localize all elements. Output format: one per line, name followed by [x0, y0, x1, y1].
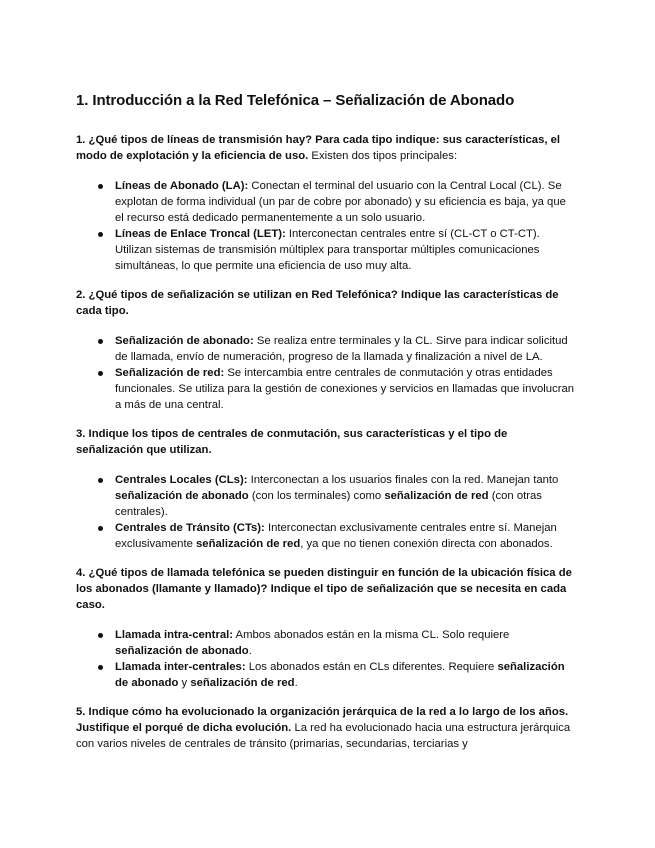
item-term: Centrales de Tránsito (CTs): — [115, 522, 265, 534]
list-item — [115, 365, 576, 413]
item-text: (con los terminales) como — [248, 490, 385, 502]
list-item — [115, 178, 576, 226]
item-text: Se intercambia entre centrales de conmutación y otras entidades funcionales. Se utiliza para la gestión de conexiones y servicios en llamadas que involucran a más de una central. — [115, 367, 575, 411]
item-term: Señalización de red: — [115, 367, 225, 379]
list-item — [115, 333, 576, 365]
item-text: Interconectan centrales entre sí (CL-CT o CT-CT). Utilizan sistemas de transmisión múltiplex para transportar múltiples comunicaciones simultáneas, lo que permite una eficiencia de uso muy alta. — [115, 228, 540, 272]
bullet-icon — [98, 232, 103, 237]
question-5 — [76, 704, 576, 752]
question-5-bold: 5. Indique cómo ha evolucionado la organización jerárquica de la red a lo largo de los años. Justifique el porqué de dicha evolución. — [76, 706, 569, 734]
item-term: Llamada intra-central: — [115, 629, 234, 641]
bullet-icon — [98, 339, 103, 344]
item-text: y — [178, 677, 191, 689]
question-1 — [76, 132, 576, 164]
item-term: Líneas de Enlace Troncal (LET): — [115, 228, 286, 240]
item-emphasis: señalización de abonado — [115, 490, 249, 502]
item-text: . — [248, 645, 252, 657]
answer-3-list — [76, 472, 576, 552]
bullet-icon — [98, 371, 103, 376]
list-item — [115, 226, 576, 274]
list-item — [115, 627, 576, 659]
item-emphasis: señalización de abonado — [115, 645, 249, 657]
question-1-bold: 1. ¿Qué tipos de líneas de transmisión hay? Para cada tipo indique: sus características, el modo de explotación y la eficiencia de uso. — [76, 134, 561, 162]
item-emphasis: señalización de red — [196, 538, 301, 550]
answer-1-list — [76, 178, 576, 274]
list-item — [115, 472, 576, 520]
document-content — [76, 92, 576, 752]
answer-2-list — [76, 333, 576, 413]
question-3 — [76, 426, 576, 458]
question-5-rest: La red ha evolucionado hacia una estructura jerárquica con varios niveles de centrales de tránsito (primarias, secundarias, terciarias y — [76, 722, 571, 750]
list-item — [115, 520, 576, 552]
item-term: Llamada inter-centrales: — [115, 661, 246, 673]
item-emphasis: señalización de abonado — [115, 661, 565, 689]
list-item — [115, 659, 576, 691]
question-4-bold: 4. ¿Qué tipos de llamada telefónica se pueden distinguir en función de la ubicación física de los abonados (llamante y llamado)? Indique el tipo de señalización que se necesita en cada caso. — [76, 567, 572, 611]
question-2 — [76, 287, 576, 319]
bullet-icon — [98, 478, 103, 483]
question-3-bold: 3. Indique los tipos de centrales de conmutación, sus características y el tipo de señalización que utilizan. — [76, 428, 508, 456]
bullet-icon — [98, 526, 103, 531]
question-1-rest: Existen dos tipos principales: — [308, 150, 458, 162]
item-text: Interconectan a los usuarios finales con la red. Manejan tanto — [247, 474, 559, 486]
item-emphasis: señalización de red — [384, 490, 489, 502]
item-emphasis: señalización de red — [190, 677, 295, 689]
item-text: (con otras centrales). — [115, 490, 542, 518]
question-4 — [76, 565, 576, 613]
answer-4-list — [76, 627, 576, 691]
bullet-icon — [98, 665, 103, 670]
bullet-icon — [98, 184, 103, 189]
item-term: Líneas de Abonado (LA): — [115, 180, 249, 192]
item-text: , ya que no tienen conexión directa con abonados. — [300, 538, 553, 550]
question-2-bold: 2. ¿Qué tipos de señalización se utilizan en Red Telefónica? Indique las características de cada tipo. — [76, 289, 559, 317]
item-text: . — [294, 677, 298, 689]
bullet-icon — [98, 633, 103, 638]
item-text: Se realiza entre terminales y la CL. Sirve para indicar solicitud de llamada, envío de numeración, progreso de la llamada y finalización a nivel de LA. — [115, 335, 568, 363]
document-title: 1. Introducción a la Red Telefónica – Señalización de Abonado — [76, 92, 515, 109]
item-term: Señalización de abonado: — [115, 335, 254, 347]
item-text: Ambos abonados están en la misma CL. Solo requiere — [233, 629, 510, 641]
item-text: Interconectan exclusivamente centrales entre sí. Manejan exclusivamente — [115, 522, 557, 550]
item-text: Los abonados están en CLs diferentes. Requiere — [245, 661, 498, 673]
item-text: Conectan el terminal del usuario con la Central Local (CL). Se explotan de forma individual (un par de cobre por abonado) y su eficiencia es baja, ya que el recurso está dedicado permanentemente a un solo usuario. — [115, 180, 566, 224]
item-term: Centrales Locales (CLs): — [115, 474, 248, 486]
